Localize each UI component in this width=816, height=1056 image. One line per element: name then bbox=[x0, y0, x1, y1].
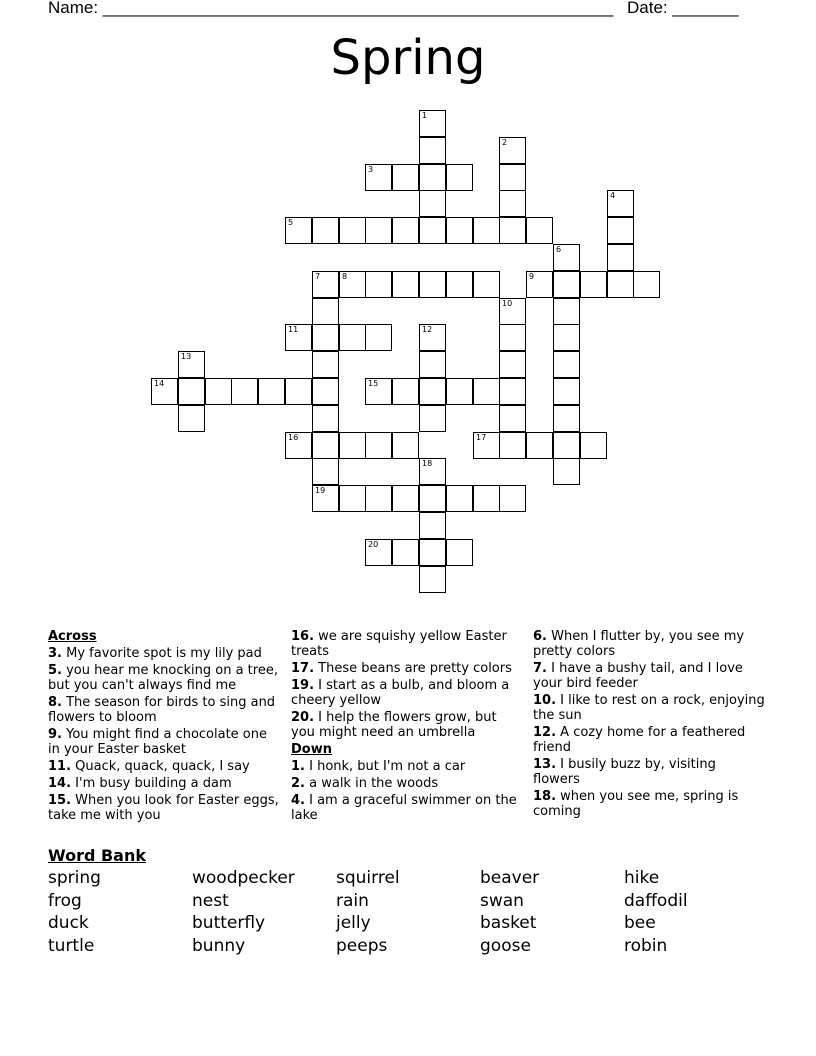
word-bank-word: peeps bbox=[336, 936, 388, 956]
crossword-cell[interactable] bbox=[607, 271, 634, 298]
cell-number: 11 bbox=[288, 325, 299, 334]
across-clue bbox=[291, 678, 523, 708]
crossword-cell[interactable] bbox=[419, 110, 446, 137]
crossword-cell[interactable] bbox=[499, 164, 526, 191]
word-bank-word: turtle bbox=[48, 936, 95, 956]
clue-text: I'm busy building a dam bbox=[71, 776, 232, 791]
across-clue bbox=[48, 776, 280, 791]
crossword-cell[interactable] bbox=[553, 324, 580, 351]
crossword-cell[interactable] bbox=[580, 271, 607, 298]
crossword-cell[interactable] bbox=[312, 432, 339, 459]
clue-text: I like to rest on a rock, enjoying the sun bbox=[533, 693, 765, 723]
crossword-cell[interactable] bbox=[446, 217, 473, 244]
across-clue bbox=[48, 793, 280, 823]
crossword-cell[interactable] bbox=[526, 432, 553, 459]
crossword-cell[interactable] bbox=[365, 271, 392, 298]
crossword-cell[interactable] bbox=[419, 405, 446, 432]
word-bank-word: woodpecker bbox=[192, 868, 295, 888]
clue-text: a walk in the woods bbox=[304, 776, 439, 791]
clue-text: You might find a chocolate one in your Easter basket bbox=[48, 727, 268, 757]
clue-number: 6. bbox=[533, 629, 547, 644]
word-bank-word: daffodil bbox=[624, 891, 688, 911]
clue-number: 7. bbox=[533, 661, 547, 676]
crossword-cell[interactable] bbox=[312, 271, 339, 298]
crossword-cell[interactable] bbox=[553, 432, 580, 459]
crossword-cell[interactable] bbox=[419, 351, 446, 378]
cell-number: 4 bbox=[610, 191, 616, 200]
cell-number: 9 bbox=[529, 272, 535, 281]
crossword-cell[interactable] bbox=[392, 485, 419, 512]
crossword-cell[interactable] bbox=[473, 378, 500, 405]
clue-text: when you see me, spring is coming bbox=[533, 789, 739, 819]
crossword-cell[interactable] bbox=[499, 190, 526, 217]
name-field-label: Name: ______________________________________________________ bbox=[48, 0, 614, 17]
clue-text: The season for birds to sing and flowers to bloom bbox=[48, 695, 276, 725]
crossword-cell[interactable] bbox=[285, 432, 312, 459]
across-clue bbox=[48, 727, 280, 757]
crossword-cell[interactable] bbox=[258, 378, 285, 405]
across-heading: Across bbox=[48, 629, 97, 644]
clue-number: 19. bbox=[291, 678, 315, 693]
cell-number: 13 bbox=[181, 352, 192, 361]
clue-text: I have a bushy tail, and I love your bird feeder bbox=[533, 661, 743, 691]
clue-number: 5. bbox=[48, 663, 62, 678]
crossword-cell[interactable] bbox=[178, 378, 205, 405]
clue-number: 15. bbox=[48, 793, 72, 808]
clue-column-1 bbox=[48, 629, 280, 825]
crossword-cell[interactable] bbox=[312, 458, 339, 485]
cell-number: 12 bbox=[422, 325, 433, 334]
crossword-cell[interactable] bbox=[392, 164, 419, 191]
across-clue bbox=[291, 661, 523, 676]
clue-number: 2. bbox=[291, 776, 305, 791]
crossword-cell[interactable] bbox=[419, 566, 446, 593]
across-clue bbox=[48, 646, 280, 661]
down-clue bbox=[533, 693, 765, 723]
crossword-cell[interactable] bbox=[499, 432, 526, 459]
crossword-cell[interactable] bbox=[446, 378, 473, 405]
crossword-cell[interactable] bbox=[419, 539, 446, 566]
crossword-cell[interactable] bbox=[312, 298, 339, 325]
crossword-cell[interactable] bbox=[499, 137, 526, 164]
cell-number: 17 bbox=[476, 433, 487, 442]
word-bank-word: jelly bbox=[336, 913, 371, 933]
crossword-cell[interactable] bbox=[365, 324, 392, 351]
cell-number: 8 bbox=[342, 272, 348, 281]
page-title: Spring bbox=[330, 30, 486, 86]
down-clue bbox=[533, 725, 765, 755]
cell-number: 3 bbox=[368, 165, 374, 174]
down-heading: Down bbox=[291, 742, 332, 757]
crossword-cell[interactable] bbox=[285, 324, 312, 351]
word-bank-word: nest bbox=[192, 891, 229, 911]
crossword-cell[interactable] bbox=[312, 324, 339, 351]
crossword-cell[interactable] bbox=[499, 351, 526, 378]
crossword-cell[interactable] bbox=[499, 298, 526, 325]
word-bank-word: duck bbox=[48, 913, 89, 933]
crossword-cell[interactable] bbox=[285, 217, 312, 244]
across-clue bbox=[48, 695, 280, 725]
crossword-cell[interactable] bbox=[446, 539, 473, 566]
crossword-cell[interactable] bbox=[499, 217, 526, 244]
crossword-cell[interactable] bbox=[365, 164, 392, 191]
word-bank-word: beaver bbox=[480, 868, 540, 888]
crossword-cell[interactable] bbox=[553, 458, 580, 485]
clue-number: 20. bbox=[291, 710, 315, 725]
clue-number: 3. bbox=[48, 646, 62, 661]
crossword-cell[interactable] bbox=[499, 378, 526, 405]
crossword-cell[interactable] bbox=[499, 405, 526, 432]
clue-number: 1. bbox=[291, 759, 305, 774]
cell-number: 16 bbox=[288, 433, 299, 442]
crossword-cell[interactable] bbox=[526, 217, 553, 244]
clue-text: I start as a bulb, and bloom a cheery yellow bbox=[291, 678, 510, 708]
crossword-cell[interactable] bbox=[473, 271, 500, 298]
crossword-cell[interactable] bbox=[419, 324, 446, 351]
cell-number: 2 bbox=[502, 138, 508, 147]
clue-text: A cozy home for a feathered friend bbox=[533, 725, 746, 755]
clue-text: I busily buzz by, visiting flowers bbox=[533, 757, 716, 787]
crossword-cell[interactable] bbox=[553, 351, 580, 378]
cell-number: 19 bbox=[315, 486, 326, 495]
clue-text: My favorite spot is my lily pad bbox=[61, 646, 262, 661]
crossword-cell[interactable] bbox=[419, 378, 446, 405]
crossword-cell[interactable] bbox=[392, 271, 419, 298]
crossword-cell[interactable] bbox=[553, 378, 580, 405]
clue-text: I am a graceful swimmer on the lake bbox=[291, 793, 517, 823]
crossword-cell[interactable] bbox=[312, 378, 339, 405]
word-bank-word: swan bbox=[480, 891, 524, 911]
cell-number: 5 bbox=[288, 218, 294, 227]
down-clue bbox=[533, 757, 765, 787]
clue-number: 10. bbox=[533, 693, 557, 708]
crossword-cell[interactable] bbox=[446, 271, 473, 298]
crossword-cell[interactable] bbox=[392, 539, 419, 566]
crossword-cell[interactable] bbox=[365, 378, 392, 405]
clue-text: we are squishy yellow Easter treats bbox=[291, 629, 507, 659]
word-bank-word: bunny bbox=[192, 936, 246, 956]
crossword-cell[interactable] bbox=[419, 190, 446, 217]
word-bank-word: rain bbox=[336, 891, 369, 911]
across-clue bbox=[48, 759, 280, 774]
crossword-cell[interactable] bbox=[205, 378, 232, 405]
crossword-cell[interactable] bbox=[392, 432, 419, 459]
crossword-cell[interactable] bbox=[392, 378, 419, 405]
down-clue bbox=[533, 661, 765, 691]
clue-number: 18. bbox=[533, 789, 557, 804]
crossword-cell[interactable] bbox=[312, 351, 339, 378]
cell-number: 14 bbox=[154, 379, 165, 388]
cell-number: 1 bbox=[422, 111, 428, 120]
clue-number: 9. bbox=[48, 727, 62, 742]
crossword-cell[interactable] bbox=[151, 378, 178, 405]
crossword-cell[interactable] bbox=[312, 405, 339, 432]
cell-number: 18 bbox=[422, 459, 433, 468]
crossword-cell[interactable] bbox=[312, 217, 339, 244]
across-clue bbox=[291, 629, 523, 659]
word-bank-word: robin bbox=[624, 936, 668, 956]
crossword-cell[interactable] bbox=[473, 217, 500, 244]
crossword-cell[interactable] bbox=[178, 351, 205, 378]
word-bank-word: squirrel bbox=[336, 868, 400, 888]
crossword-cell[interactable] bbox=[339, 485, 366, 512]
crossword-cell[interactable] bbox=[607, 217, 634, 244]
crossword-cell[interactable] bbox=[178, 405, 205, 432]
crossword-cell[interactable] bbox=[365, 485, 392, 512]
crossword-cell[interactable] bbox=[499, 324, 526, 351]
clue-number: 13. bbox=[533, 757, 557, 772]
crossword-cell[interactable] bbox=[553, 405, 580, 432]
crossword-cell[interactable] bbox=[419, 512, 446, 539]
crossword-cell[interactable] bbox=[633, 271, 660, 298]
crossword-cell[interactable] bbox=[419, 271, 446, 298]
clue-text: I help the flowers grow, but you might need an umbrella bbox=[291, 710, 497, 740]
crossword-cell[interactable] bbox=[419, 164, 446, 191]
crossword-cell[interactable] bbox=[446, 164, 473, 191]
crossword-cell[interactable] bbox=[580, 432, 607, 459]
crossword-cell[interactable] bbox=[339, 217, 366, 244]
word-bank-word: hike bbox=[624, 868, 660, 888]
crossword-cell[interactable] bbox=[553, 298, 580, 325]
crossword-cell[interactable] bbox=[339, 432, 366, 459]
word-bank-word: basket bbox=[480, 913, 537, 933]
clue-number: 8. bbox=[48, 695, 62, 710]
clue-number: 11. bbox=[48, 759, 72, 774]
clue-text: Quack, quack, quack, I say bbox=[71, 759, 250, 774]
crossword-cell[interactable] bbox=[419, 485, 446, 512]
clue-number: 14. bbox=[48, 776, 72, 791]
crossword-cell[interactable] bbox=[553, 271, 580, 298]
word-bank-word: butterfly bbox=[192, 913, 266, 933]
down-clue bbox=[291, 793, 523, 823]
across-clue bbox=[48, 663, 280, 693]
down-clue bbox=[291, 776, 523, 791]
clue-number: 16. bbox=[291, 629, 315, 644]
crossword-cell[interactable] bbox=[473, 485, 500, 512]
word-bank-title: Word Bank bbox=[48, 846, 147, 865]
crossword-cell[interactable] bbox=[446, 485, 473, 512]
crossword-cell[interactable] bbox=[607, 190, 634, 217]
crossword-cell[interactable] bbox=[607, 244, 634, 271]
cell-number: 6 bbox=[556, 245, 562, 254]
clue-column-2 bbox=[291, 629, 523, 825]
crossword-cell[interactable] bbox=[365, 539, 392, 566]
cell-number: 10 bbox=[502, 299, 513, 308]
down-clue bbox=[533, 789, 765, 819]
clue-number: 12. bbox=[533, 725, 557, 740]
clue-text: When I flutter by, you see my pretty colors bbox=[533, 629, 745, 659]
date-field-label: Date: _______ bbox=[627, 0, 739, 17]
clue-text: When you look for Easter eggs, take me with you bbox=[48, 793, 279, 823]
crossword-cell[interactable] bbox=[339, 271, 366, 298]
crossword-cell[interactable] bbox=[526, 271, 553, 298]
crossword-cell[interactable] bbox=[312, 485, 339, 512]
across-clue bbox=[291, 710, 523, 740]
clue-number: 4. bbox=[291, 793, 305, 808]
crossword-cell[interactable] bbox=[365, 217, 392, 244]
crossword-cell[interactable] bbox=[473, 432, 500, 459]
down-clue bbox=[291, 759, 523, 774]
crossword-cell[interactable] bbox=[499, 485, 526, 512]
clue-text: These beans are pretty colors bbox=[314, 661, 512, 676]
word-bank-word: goose bbox=[480, 936, 531, 956]
crossword-cell[interactable] bbox=[419, 217, 446, 244]
cell-number: 20 bbox=[368, 540, 379, 549]
word-bank-word: spring bbox=[48, 868, 101, 888]
crossword-cell[interactable] bbox=[339, 324, 366, 351]
crossword-cell[interactable] bbox=[285, 378, 312, 405]
clue-number: 17. bbox=[291, 661, 315, 676]
clue-column-3 bbox=[533, 629, 765, 821]
crossword-cell[interactable] bbox=[419, 137, 446, 164]
crossword-cell[interactable] bbox=[231, 378, 258, 405]
cell-number: 15 bbox=[368, 379, 379, 388]
clue-text: you hear me knocking on a tree, but you can't always find me bbox=[48, 663, 278, 693]
cell-number: 7 bbox=[315, 272, 321, 281]
crossword-cell[interactable] bbox=[553, 244, 580, 271]
word-bank-word: bee bbox=[624, 913, 656, 933]
crossword-cell[interactable] bbox=[365, 432, 392, 459]
crossword-cell[interactable] bbox=[419, 458, 446, 485]
clue-text: I honk, but I'm not a car bbox=[304, 759, 466, 774]
crossword-cell[interactable] bbox=[392, 217, 419, 244]
word-bank-word: frog bbox=[48, 891, 82, 911]
down-clue bbox=[533, 629, 765, 659]
